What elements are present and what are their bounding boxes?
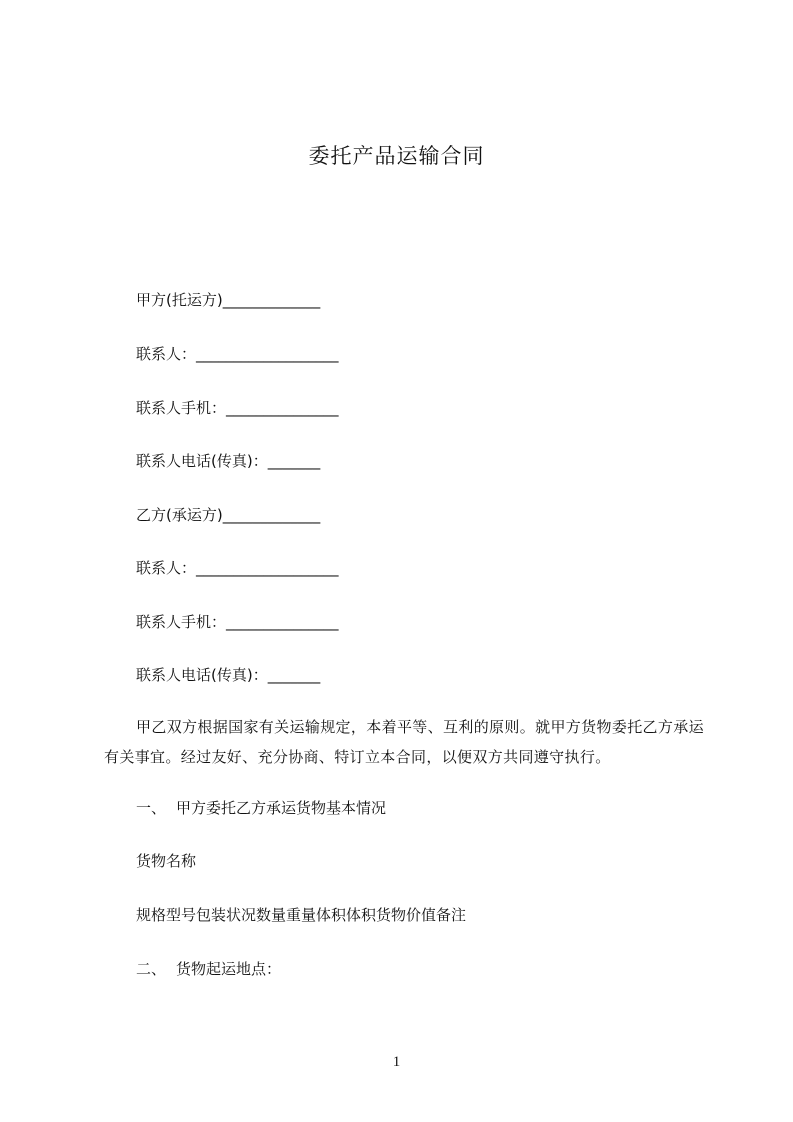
party-a-mobile-field: 联系人手机：_______________	[136, 399, 339, 417]
party-b-mobile-field: 联系人手机：_______________	[136, 613, 339, 631]
party-b-contact-field: 联系人：___________________	[136, 559, 339, 577]
party-a-field: 甲方(托运方)_____________	[136, 291, 321, 309]
party-b-phone-fax-field: 联系人电话(传真)：_______	[136, 666, 321, 684]
contract-title: 委托产品运输合同	[308, 144, 485, 168]
intro-paragraph: 甲乙双方根据国家有关运输规定，本着平等、互利的原则。就甲方货物委托乙方承运有关事宜。经过友好、充分协商、特订立本合同，以便双方共同遵守执行。	[104, 718, 704, 766]
goods-name-label: 货物名称	[136, 852, 197, 870]
section-1-number: 一、	[136, 799, 167, 817]
section-1-heading	[136, 797, 386, 819]
party-a-contact-field: 联系人：___________________	[136, 345, 339, 363]
section-2-title: 货物起运地点：	[176, 960, 282, 978]
page-number: 1	[392, 1054, 401, 1070]
section-1-title: 甲方委托乙方承运货物基本情况	[176, 799, 387, 817]
goods-columns-line: 规格型号包装状况数量重量体积体积货物价值备注	[136, 906, 467, 924]
party-a-phone-fax-field: 联系人电话(传真)：_______	[136, 452, 321, 470]
section-2-heading	[136, 958, 281, 980]
party-b-field: 乙方(承运方)_____________	[136, 506, 321, 524]
section-2-number: 二、	[136, 960, 167, 978]
